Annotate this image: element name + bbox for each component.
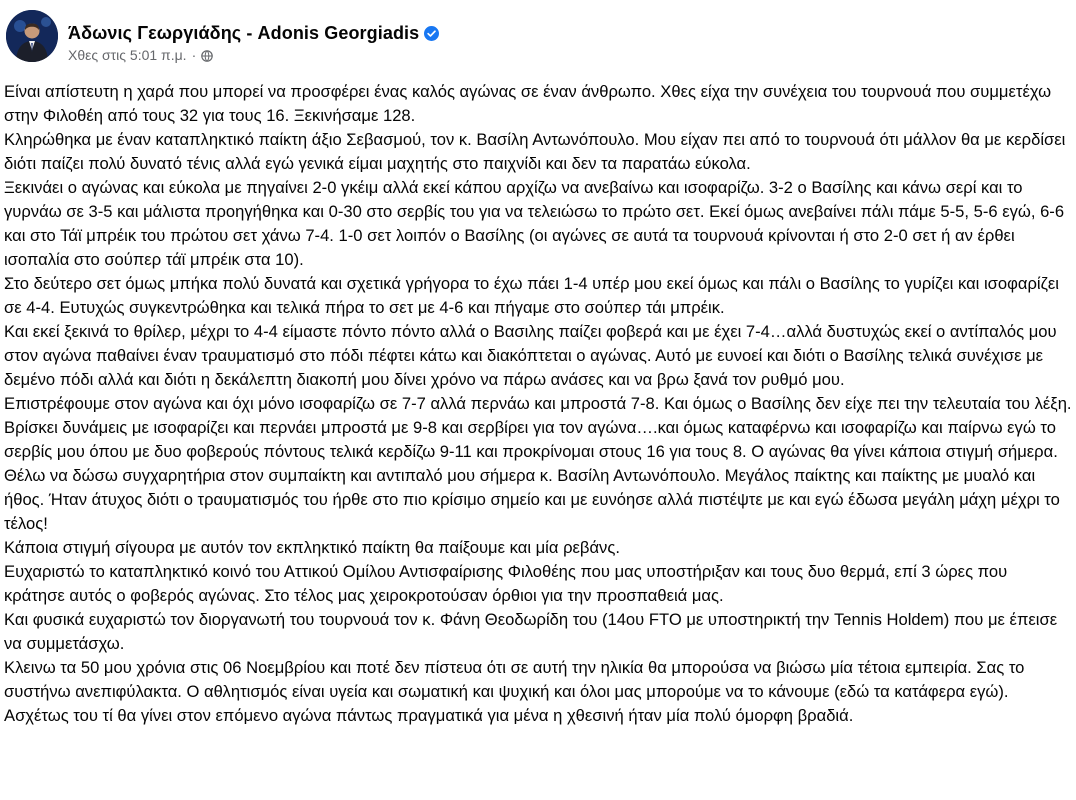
verified-badge-icon bbox=[424, 26, 439, 41]
post-paragraph: Ευχαριστώ το καταπληκτικό κοινό του Αττικού Ομίλου Αντισφαίρισης Φιλοθέης που μας υποστήριξαν και τους δυο θερμά, επί 3 ώρες που κράτησε αυτός ο φοβερός αγώνας. Στο τέλος μας χειροκροτούσαν όρθιοι για την προσπαθειά μας. bbox=[4, 562, 1008, 605]
author-name-row bbox=[68, 21, 439, 45]
post-paragraph: Θέλω να δώσω συγχαρητήρια στον συμπαίκτη και αντιπαλό μου σήμερα κ. Βασίλη Αντωνόπουλο. Μεγάλος παίκτης και παίκτης με μυαλό και ήθος. Ήταν άτυχος διότι ο τραυματισμός του ήρθε στο πιο κρίσιμο σημείο και με ευνόησε αλλά πιστέψτε με και εγώ έδωσα μεγάλη μάχη μέχρι το τέλος! bbox=[4, 466, 1060, 533]
globe-icon[interactable] bbox=[201, 49, 213, 61]
post-paragraph: Και εκεί ξεκινά το θρίλερ, μέχρι το 4-4 είμαστε πόντο πόντο αλλά ο Βασιλης παίζει φοβερά και με έχει 7-4…αλλά δυστυχώς εκεί ο αντίπαλός μου στον αγώνα παθαίνει έναν τραυματισμό στο πόδι πέφτει κάτω και διακόπτεται ο αγώνας. Αυτό με ευνοεί και διότι ο Βασίλης τελικά συνέχισε με δεμένο πόδι αλλά και διότι η δεκάλεπτη διακοπή μου δίνει χρόνο να πάρω ανάσες και να βρω ξανά τον ρυθμό μου. bbox=[4, 322, 1057, 389]
post-paragraph: Κληρώθηκα με έναν καταπληκτικό παίκτη άξιο Σεβασμού, τον κ. Βασίλη Αντωνόπουλο. Μου είχαν πει από το τουρνουά ότι μάλλον θα με κερδίσει διότι παίζει πολύ δυνατό τένις αλλά εγώ γενικά είμαι μαχητής στο παιχνίδι και δεν τα παρατάω εύκολα. bbox=[4, 130, 1066, 173]
post-paragraph: Και φυσικά ευχαριστώ τον διοργανωτή του τουρνουά τον κ. Φάνη Θεοδωρίδη του (14ου FTO με υποστηρικτή την Tennis Holdem) που με έπεισε να συμμετάσχω. bbox=[4, 610, 1058, 653]
post-paragraph: Κλεινω τα 50 μου χρόνια στις 06 Νοεμβρίου και ποτέ δεν πίστευα ότι σε αυτή την ηλικία θα μπορούσα να βιώσω μία τέτοια εμπειρία. Σας το συστήνω ανεπιφύλακτα. Ο αθλητισμός είναι υγεία και σωματική και ψυχική και όλοι μας μπορούμε να το κάνουμε (εδώ τα κατάφερα εγώ). bbox=[4, 658, 1025, 701]
post-timestamp[interactable]: Χθες στις 5:01 π.μ. bbox=[68, 47, 187, 63]
post-paragraph: Στο δεύτερο σετ όμως μπήκα πολύ δυνατά και σχετικά γρήγορα το έχω πάει 1-4 υπέρ μου εκεί όμως και πάλι ο Βασίλης το γυρίζει και ισοφαρίζει σε 4-4. Ευτυχώς συγκεντρώθηκα και τελικά πήρα το σετ με 4-6 και πήγαμε στο σούπερ τάι μπρέικ. bbox=[4, 274, 1059, 317]
post-body bbox=[4, 80, 1072, 728]
author-avatar[interactable] bbox=[6, 10, 58, 62]
profile-photo bbox=[6, 10, 58, 62]
post-paragraph: Ξεκινάει ο αγώνας και εύκολα με πηγαίνει 2-0 γκέιμ αλλά εκεί κάπου αρχίζω να ανεβαίνω και ισοφαρίζω. 3-2 ο Βασίλης και κάνω σερί και το γυρνάω σε 3-5 και μάλιστα προηγήθηκα και 0-30 στο σερβίς του για να τελειώσω το πρώτο σετ. Εκεί όμως ανεβαίνει πάλι πάμε 5-5, 5-6 εγώ, 6-6 και στο Τάϊ μπρέικ του πρώτου σετ χάνω 7-4. 1-0 σετ λοιπόν ο Βασίλης (οι αγώνες σε αυτά τα τουρνουά κρίνονται ή στο 2-0 σετ ή αν έρθει ισοπαλία στο σούπερ τάϊ μπρέικ στα 10). bbox=[4, 178, 1065, 269]
author-name[interactable]: Άδωνις Γεωργιάδης - Adonis Georgiadis bbox=[68, 22, 420, 43]
post-paragraph: Ασχέτως του τί θα γίνει στον επόμενο αγώνα πάντως πραγματικά για μένα η χθεσινή ήταν μία πολύ όμορφη βραδιά. bbox=[4, 706, 854, 725]
meta-separator: · bbox=[191, 47, 197, 63]
post-paragraph: Κάποια στιγμή σίγουρα με αυτόν τον εκπληκτικό παίκτη θα παίξουμε και μία ρεβάνς. bbox=[4, 538, 620, 557]
post-paragraph: Επιστρέφουμε στον αγώνα και όχι μόνο ισοφαρίζω σε 7-7 αλλά περνάω και μπροστά 7-8. Και όμως ο Βασίλης δεν είχε πει την τελευταία του λέξη. Βρίσκει δυνάμεις με ισοφαρίζει και περνάει μπροστά με 9-8 και σερβίρει για τον αγώνα….και όμως καταφέρνω και ισοφαρίζω και παίρνω εγώ το σερβίς μου όπου με δυο φοβερούς πόντους τελικά κερδίζω 9-11 και προκρίνομαι στους 16 για τους 8. Ο αγώνας θα γίνει κάποια στιγμή σήμερα. bbox=[4, 394, 1072, 461]
post-meta bbox=[68, 46, 213, 64]
post-paragraph: Είναι απίστευτη η χαρά που μπορεί να προσφέρει ένας καλός αγώνας σε έναν άνθρωπο. Χθες είχα την συνέχεια του τουρνουά που συμμετέχω στην Φιλοθέη από τους 32 για τους 16. Ξεκινήσαμε 128. bbox=[4, 82, 1052, 125]
post-header bbox=[6, 10, 1066, 70]
